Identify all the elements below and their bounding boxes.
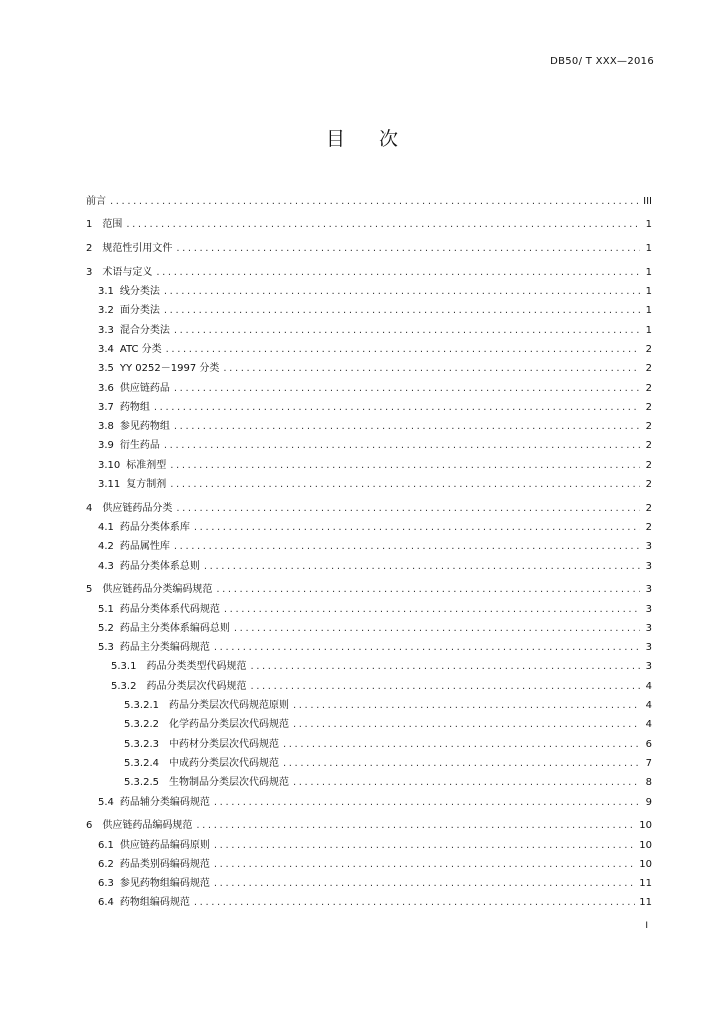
toc-entry-number: 5.4	[98, 796, 114, 808]
toc-entry[interactable]	[86, 211, 652, 230]
toc-entry-page: 2	[645, 382, 652, 394]
toc-entry-label: 面分类法	[119, 305, 160, 317]
toc-entry[interactable]	[86, 533, 652, 552]
dot-leader	[214, 878, 635, 889]
toc-entry-number: 3.5	[98, 363, 114, 375]
toc-entry-label: 药品主分类编码规范	[119, 642, 210, 654]
toc-entry-page: 2	[645, 421, 652, 433]
toc-entry-number: 4.1	[98, 522, 114, 533]
dot-leader	[216, 584, 640, 595]
toc-entry-label: 药品类别码编码规范	[119, 858, 210, 870]
toc-entry-label: 药品辅分类编码规范	[119, 796, 210, 808]
dot-leader	[214, 797, 640, 808]
dot-leader	[170, 460, 640, 471]
dot-leader	[164, 440, 640, 451]
toc-entry-number: 3.11	[98, 479, 121, 491]
toc-entry-number: 3.9	[98, 440, 114, 452]
toc-entry[interactable]	[86, 297, 652, 316]
toc-entry-label: 混合分类法	[119, 324, 170, 336]
toc-entry[interactable]	[86, 812, 652, 831]
toc-entry-page: 2	[645, 459, 652, 471]
dot-leader	[126, 219, 640, 230]
toc-entry-number: 3.8	[98, 421, 114, 433]
toc-entry-label: 药品属性库	[119, 541, 170, 553]
toc-entry[interactable]	[86, 672, 652, 691]
footer-page-number: I	[645, 921, 648, 931]
toc-entry-label: ATC 分类	[119, 343, 162, 355]
toc-entry-page: 11	[639, 897, 652, 909]
toc-entry[interactable]	[86, 355, 652, 374]
toc-entry-number: 5.3.2.5	[124, 777, 159, 789]
toc-entry-number: 3.4	[98, 343, 114, 355]
toc-entry-label: 标准剂型	[126, 459, 167, 471]
toc-entry[interactable]	[86, 316, 652, 335]
toc-entry-page: 10	[639, 839, 652, 851]
toc-entry-page: 10	[639, 858, 652, 870]
toc-entry[interactable]	[86, 634, 652, 653]
toc-entry[interactable]	[86, 692, 652, 711]
dot-leader	[214, 840, 635, 851]
toc-entry[interactable]	[86, 413, 652, 432]
toc-entry-number: 3.3	[98, 324, 114, 336]
toc-entry-number: 5.2	[98, 622, 114, 634]
toc-entry-page: 3	[645, 603, 652, 615]
toc-entry-label: 药物组编码规范	[119, 897, 190, 909]
toc-entry-label: 药品主分类体系编码总则	[119, 622, 230, 634]
toc-entry-label: 线分类法	[119, 286, 160, 298]
dot-leader	[204, 561, 640, 572]
toc-entry-number: 4.2	[98, 541, 114, 553]
toc-entry[interactable]	[86, 750, 652, 769]
toc-entry[interactable]	[86, 278, 652, 297]
toc-entry-page: 2	[645, 479, 652, 491]
toc-entry-page: 11	[639, 878, 652, 890]
dot-leader	[174, 325, 640, 336]
toc-entry-page: 2	[645, 522, 652, 533]
toc-entry-page: 8	[645, 777, 652, 789]
toc-entry[interactable]	[86, 870, 652, 889]
toc-entry[interactable]	[86, 769, 652, 788]
toc-entry-number: 3	[86, 266, 93, 278]
toc-entry-number: 5.1	[98, 603, 114, 615]
toc-entry[interactable]	[86, 494, 652, 513]
dot-leader	[293, 719, 640, 730]
toc-entry-page: 2	[645, 363, 652, 375]
toc-entry[interactable]	[86, 576, 652, 595]
toc-entry-page: 2	[645, 440, 652, 452]
dot-leader	[176, 503, 640, 514]
toc-entry-number: 5.3	[98, 642, 114, 654]
toc-entry-page: 4	[645, 700, 652, 712]
toc-entry-page: 3	[645, 560, 652, 572]
toc-entry-number: 3.6	[98, 382, 114, 394]
toc-entry-number: 1	[86, 219, 93, 231]
toc-entry-number: 6.2	[98, 858, 114, 870]
dot-leader	[250, 661, 640, 672]
dot-leader	[174, 541, 640, 552]
toc-entry-label: 药品分类体系代码规范	[119, 603, 220, 615]
toc-entry[interactable]	[86, 595, 652, 614]
dot-leader	[154, 402, 640, 413]
toc-entry-page: 4	[645, 719, 652, 731]
dot-leader	[170, 479, 640, 490]
toc-entry-label: 供应链药品编码原则	[119, 839, 210, 851]
toc-entry-label: 范围	[102, 219, 123, 231]
toc-entry-number: 4.3	[98, 560, 114, 572]
toc-entry-number: 5.3.2.4	[124, 757, 159, 769]
dot-leader	[293, 777, 640, 788]
toc-entry-page: 6	[645, 738, 652, 750]
toc-entry-page: 4	[645, 680, 652, 692]
toc-entry-number: 5.3.2.1	[124, 700, 159, 712]
toc-entry-page: 3	[645, 541, 652, 553]
dot-leader	[250, 681, 640, 692]
toc-entry-page: 3	[645, 661, 652, 673]
toc-entry[interactable]	[86, 258, 652, 277]
toc-entry-number: 5.3.2.3	[124, 738, 159, 750]
dot-leader	[174, 421, 640, 432]
toc-entry-number: 2	[86, 243, 93, 255]
toc-entry-page: 3	[645, 642, 652, 654]
toc-entry-page: 2	[645, 343, 652, 355]
toc-entry-page: 7	[645, 757, 652, 769]
dot-leader	[174, 383, 640, 394]
dot-leader	[196, 820, 635, 831]
toc-entry-label: 药品分类类型代码规范	[146, 661, 247, 673]
toc-entry-number: 3.2	[98, 305, 114, 317]
toc-entry[interactable]	[86, 552, 652, 571]
toc-entry-page: 1	[645, 243, 652, 255]
toc-entry-label: 化学药品分类层次代码规范	[169, 719, 289, 731]
toc-entry-page: 1	[645, 266, 652, 278]
dot-leader	[234, 623, 640, 634]
toc-entry-label: 生物制品分类层次代码规范	[169, 777, 289, 789]
toc-entry-page: III	[643, 195, 652, 207]
toc-entry-label: 复方制剂	[126, 479, 167, 491]
toc-entry[interactable]	[86, 471, 652, 490]
toc-entry-label: 药品分类层次代码规范	[146, 680, 247, 692]
dot-leader	[283, 739, 640, 750]
dot-leader	[224, 604, 640, 615]
toc-entry-label: YY 0252－1997 分类	[119, 363, 220, 375]
toc-entry[interactable]	[86, 730, 652, 749]
dot-leader	[214, 642, 640, 653]
toc-entry-label: 药品分类体系库	[119, 522, 190, 533]
toc-entry[interactable]	[86, 653, 652, 672]
toc-entry-page: 1	[645, 305, 652, 317]
dot-leader	[156, 267, 640, 278]
toc-entry[interactable]	[86, 187, 652, 206]
toc-entry-page: 2	[645, 502, 652, 514]
toc-entry-label: 药物组	[119, 401, 150, 413]
dot-leader	[293, 700, 640, 711]
toc-entry-number: 6.4	[98, 897, 114, 909]
dot-leader	[166, 344, 640, 355]
toc-entry-number: 5	[86, 584, 93, 596]
toc-entry[interactable]	[86, 711, 652, 730]
toc-entry-page: 1	[645, 286, 652, 298]
dot-leader	[164, 305, 640, 316]
dot-leader	[194, 522, 640, 533]
toc-entry-number: 5.3.2	[111, 680, 137, 692]
toc-entry-label: 药品分类层次代码规范原则	[169, 700, 289, 712]
toc-entry-label: 中药材分类层次代码规范	[169, 738, 279, 750]
toc-entry-page: 10	[639, 820, 652, 832]
dot-leader	[283, 758, 640, 769]
page-title: 目 次	[325, 128, 413, 150]
toc-entry-label: 衍生药品	[119, 440, 160, 452]
toc-entry[interactable]	[86, 451, 652, 470]
toc-entry-label: 药品分类体系总则	[119, 560, 200, 572]
dot-leader	[110, 196, 639, 207]
toc-entry[interactable]	[86, 788, 652, 807]
toc-entry[interactable]	[86, 336, 652, 355]
toc-entry[interactable]	[86, 432, 652, 451]
toc-entry[interactable]	[86, 889, 652, 908]
dot-leader	[164, 286, 640, 297]
toc-entry-label: 供应链药品编码规范	[102, 820, 193, 832]
toc-entry-label: 中成药分类层次代码规范	[169, 757, 279, 769]
dot-leader	[194, 897, 635, 908]
toc-entry[interactable]	[86, 514, 652, 533]
toc-entry-number: 4	[86, 502, 93, 514]
dot-leader	[223, 363, 640, 374]
toc-entry-page: 1	[645, 324, 652, 336]
toc-entry-label: 规范性引用文件	[102, 243, 173, 255]
toc-entry[interactable]	[86, 615, 652, 634]
toc-entry-number: 6.1	[98, 839, 114, 851]
toc-entry[interactable]	[86, 831, 652, 850]
standard-code: DB50/ T XXX—2016	[550, 56, 654, 67]
toc-entry[interactable]	[86, 851, 652, 870]
toc-entry-number: 3.1	[98, 286, 114, 298]
toc-entry-label: 参见药物组编码规范	[119, 878, 210, 890]
toc-entry[interactable]	[86, 394, 652, 413]
toc-entry-number: 3.10	[98, 459, 121, 471]
toc-entry-label: 术语与定义	[102, 266, 153, 278]
toc-entry-page: 9	[645, 796, 652, 808]
toc-entry-label: 前言	[86, 195, 106, 207]
toc-entry[interactable]	[86, 374, 652, 393]
toc-entry-number: 5.3.2.2	[124, 719, 159, 731]
dot-leader	[176, 243, 640, 254]
dot-leader	[214, 859, 635, 870]
toc-entry-number: 3.7	[98, 401, 114, 413]
toc-entry-label: 供应链药品	[119, 382, 170, 394]
toc-entry-number: 6	[86, 820, 93, 832]
toc-entry-label: 供应链药品分类编码规范	[102, 584, 213, 596]
toc-entry-label: 参见药物组	[119, 421, 170, 433]
toc-entry-page: 3	[645, 584, 652, 596]
toc-entry[interactable]	[86, 235, 652, 254]
toc-entry-label: 供应链药品分类	[102, 502, 173, 514]
toc-entry-page: 2	[645, 401, 652, 413]
table-of-contents	[86, 183, 652, 908]
toc-entry-number: 6.3	[98, 878, 114, 890]
toc-entry-page: 3	[645, 622, 652, 634]
toc-entry-number: 5.3.1	[111, 661, 137, 673]
toc-entry-page: 1	[645, 219, 652, 231]
